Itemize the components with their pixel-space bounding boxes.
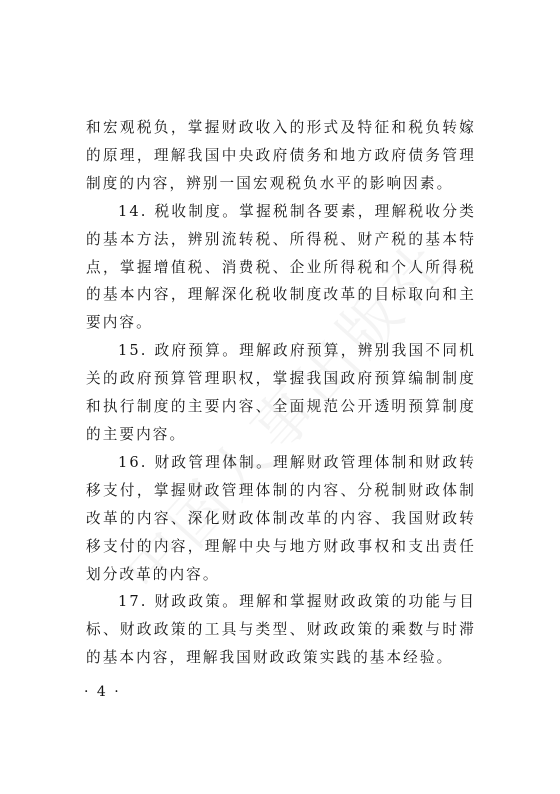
item-14-tax-system: 14. 税收制度。掌握税制各要素，理解税收分类的基本方法，辨别流转税、所得税、财产税的基本特点，掌握增值税、消费税、企业所得税和个人所得税的基本内容，理解深化税收制度改革的目标取向和主要内容。 [86,202,476,332]
document-body [86,114,476,672]
item-15-government-budget: 15. 政府预算。理解政府预算，辨别我国不同机关的政府预算管理职权，掌握我国政府预算编制制度和执行制度的主要内容、全面规范公开透明预算制度的主要内容。 [86,342,476,443]
item-17-fiscal-policy: 17. 财政政策。理解和掌握财政政策的功能与目标、财政政策的工具与类型、财政政策的乘数与时滞的基本内容，理解我国财政政策实践的基本经验。 [86,593,476,667]
item-16-fiscal-management-system: 16. 财政管理体制。理解财政管理体制和财政转移支付，掌握财政管理体制的内容、分税制财政体制改革的内容、深化财政体制改革的内容、我国财政转移支付的内容，理解中央与地方财政事权和支出责任划分改革的内容。 [86,453,476,583]
page-number: · 4 · [84,684,121,700]
intro-paragraph: 和宏观税负，掌握财政收入的形式及特征和税负转嫁的原理，理解我国中央政府债务和地方政府债务管理制度的内容，辨别一国宏观税负水平的影响因素。 [86,119,476,192]
